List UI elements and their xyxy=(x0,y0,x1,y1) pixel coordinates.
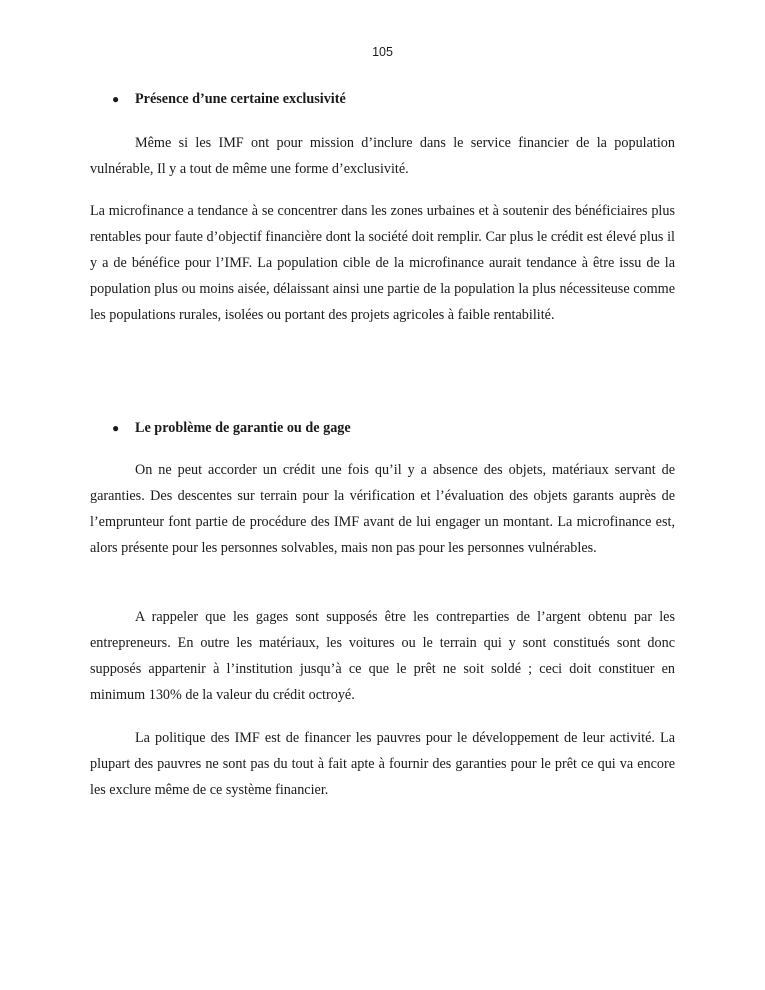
paragraph: La microfinance a tendance à se concentrer dans les zones urbaines et à soutenir des bénéficiaires plus rentables pour faute d’objectif financière dont la société doit remplir. Car plus le crédit est élevé plus il y a de bénéfice pour l’IMF. La population cible de la microfinance aurait tendance à être issu de la population plus ou moins aisée, délaissant ainsi une partie de la population la plus nécessiteuse comme les populations rurales, isolées ou portant des projets agricoles à faible rentabilité. xyxy=(90,203,675,323)
paragraph: A rappeler que les gages sont supposés être les contreparties de l’argent obtenu par les entrepreneurs. En outre les matériaux, les voitures ou le terrain qui y sont constitués sont donc supposés appartenir à l’institution jusqu’à ce que le prêt ne soit soldé ; ceci doit constituer en minimum 130% de la valeur du crédit octroyé. xyxy=(90,609,675,703)
bullet-icon: ● xyxy=(112,92,120,106)
bullet-icon: ● xyxy=(112,421,120,435)
section-heading-exclusivite xyxy=(112,90,346,108)
page-number: 105 xyxy=(372,45,393,59)
paragraph: La politique des IMF est de financer les pauvres pour le développement de leur activité. La plupart des pauvres ne sont pas du tout à fait apte à fournir des garanties pour le prêt ce qui va encore les exclure même de ce système financier. xyxy=(90,730,675,798)
section-heading-garantie xyxy=(112,419,351,437)
heading-text: Le problème de garantie ou de gage xyxy=(135,420,351,436)
paragraph: Même si les IMF ont pour mission d’inclure dans le service financier de la population vulnérable, Il y a tout de même une forme d’exclusivité. xyxy=(90,135,675,177)
heading-text: Présence d’une certaine exclusivité xyxy=(135,91,346,107)
paragraph: On ne peut accorder un crédit une fois qu’il y a absence des objets, matériaux servant de garanties. Des descentes sur terrain pour la vérification et l’évaluation des objets garants auprès de l’emprunteur font partie de procédure des IMF avant de lui engager un montant. La microfinance est, alors présente pour les personnes solvables, mais non pas pour les personnes vulnérables. xyxy=(90,462,675,556)
